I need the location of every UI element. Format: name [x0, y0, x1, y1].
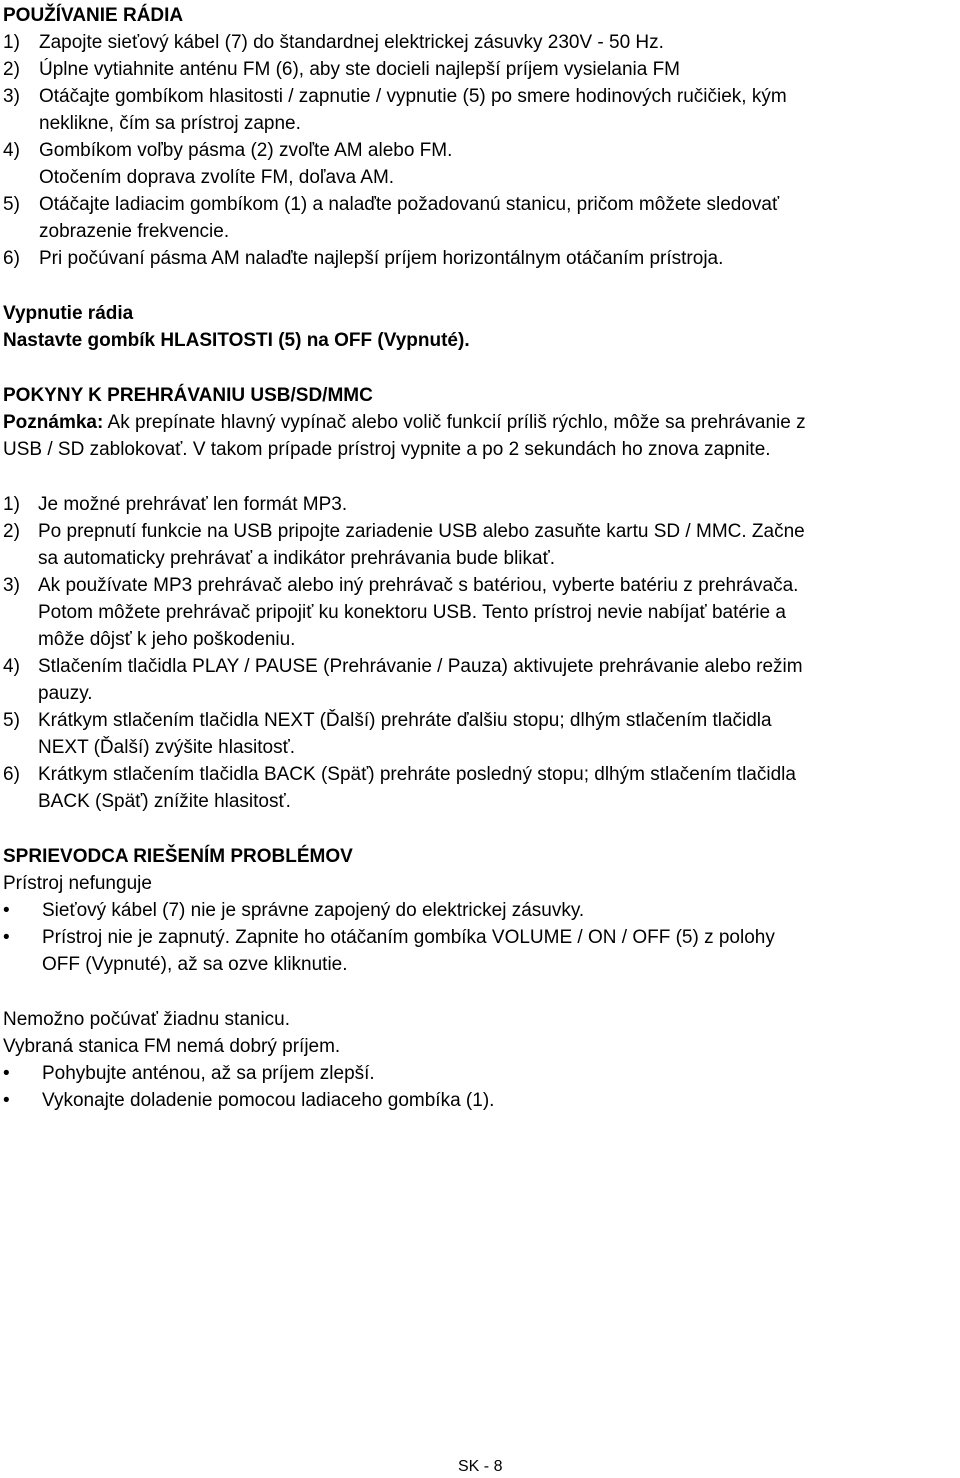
usb-note [3, 409, 957, 436]
step-number: 5) [3, 710, 20, 731]
step-text: neklikne, čím sa prístroj zapne. [39, 113, 301, 134]
step-text: Ak používate MP3 prehrávač alebo iný prehrávač s batériou, vyberte batériu z prehrávača. [38, 575, 799, 596]
bullet-text: OFF (Vypnuté), až sa ozve kliknutie. [42, 954, 348, 975]
usb-step-1 [3, 491, 957, 518]
spacer [3, 463, 957, 491]
step-number: 4) [3, 656, 20, 677]
note-text: Ak prepínate hlavný vypínač alebo volič funkcií príliš rýchlo, môže sa prehrávanie z [107, 412, 806, 433]
radio-step-6 [3, 245, 957, 272]
step-number: 1) [3, 494, 20, 515]
step-text: Úplne vytiahnite anténu FM (6), aby ste docieli najlepší príjem vysielania FM [39, 59, 681, 80]
step-text: Pri počúvaní pásma AM nalaďte najlepší príjem horizontálnym otáčaním prístroja. [39, 248, 724, 269]
usb-steps [3, 491, 957, 815]
radio-steps [3, 29, 957, 272]
spacer [3, 815, 957, 843]
problem-title: Prístroj nefunguje [3, 873, 152, 894]
shutdown-title: Vypnutie rádia [3, 303, 134, 324]
step-number: 6) [3, 248, 20, 269]
step-text: sa automaticky prehrávať a indikátor prehrávania bude blikať. [38, 548, 555, 569]
step-text: NEXT (Ďalší) zvýšite hlasitosť. [38, 737, 296, 758]
bullet-icon: • [3, 927, 10, 948]
manual-page [3, 2, 957, 1114]
usb-note-continued: USB / SD zablokovať. V takom prípade prístroj vypnite a po 2 sekundách ho znova zapnite. [3, 439, 771, 460]
bullet-item [3, 897, 957, 924]
usb-step-6 [3, 761, 957, 815]
spacer [3, 354, 957, 382]
radio-step-4 [3, 137, 957, 191]
bullet-text: Sieťový kábel (7) nie je správne zapojený do elektrickej zásuvky. [42, 900, 585, 921]
radio-heading: POUŽÍVANIE RÁDIA [3, 5, 184, 26]
bullet-icon: • [3, 900, 10, 921]
step-text: Krátkym stlačením tlačidla NEXT (Ďalší) prehráte ďalšiu stopu; dlhým stlačením tlačidla [38, 710, 772, 731]
troubleshooting-heading: SPRIEVODCA RIEŠENÍM PROBLÉMOV [3, 846, 353, 867]
step-text: BACK (Späť) znížite hlasitosť. [38, 791, 291, 812]
bullet-text: Pohybujte anténou, až sa príjem zlepší. [42, 1063, 375, 1084]
usb-step-3 [3, 572, 957, 653]
step-text: Potom môžete prehrávač pripojiť ku konektoru USB. Tento prístroj nevie nabíjať batérie a [38, 602, 786, 623]
step-text: zobrazenie frekvencie. [39, 221, 230, 242]
step-text: Je možné prehrávať len formát MP3. [38, 494, 348, 515]
radio-step-5 [3, 191, 957, 245]
step-text: Krátkym stlačením tlačidla BACK (Späť) prehráte posledný stopu; dlhým stlačením tlačidla [38, 764, 796, 785]
step-number: 5) [3, 194, 20, 215]
radio-step-1 [3, 29, 957, 56]
bullet-icon: • [3, 1090, 10, 1111]
step-number: 1) [3, 32, 20, 53]
usb-step-2 [3, 518, 957, 572]
page-number: SK - 8 [458, 1458, 503, 1475]
spacer [3, 978, 957, 1006]
radio-step-2 [3, 56, 957, 83]
step-text: Gombíkom voľby pásma (2) zvoľte AM alebo FM. [39, 140, 453, 161]
bullet-item [3, 1060, 957, 1087]
shutdown-instruction: Nastavte gombík HLASITOSTI (5) na OFF (Vypnuté). [3, 330, 470, 351]
bullet-item [3, 924, 957, 978]
bullet-text: Vykonajte doladenie pomocou ladiaceho gombíka (1). [42, 1090, 495, 1111]
problem-subtitle: Vybraná stanica FM nemá dobrý príjem. [3, 1036, 341, 1057]
step-number: 3) [3, 575, 20, 596]
step-text: Po prepnutí funkcie na USB pripojte zariadenie USB alebo zasuňte kartu SD / MMC. Začne [38, 521, 805, 542]
step-text: Stlačením tlačidla PLAY / PAUSE (Prehrávanie / Pauza) aktivujete prehrávanie alebo režim [38, 656, 803, 677]
step-text: Zapojte sieťový kábel (7) do štandardnej elektrickej zásuvky 230V - 50 Hz. [39, 32, 664, 53]
bullet-text: Prístroj nie je zapnutý. Zapnite ho otáčaním gombíka VOLUME / ON / OFF (5) z polohy [42, 927, 775, 948]
usb-step-5 [3, 707, 957, 761]
step-number: 3) [3, 86, 20, 107]
step-text: pauzy. [38, 683, 93, 704]
problem-title: Nemožno počúvať žiadnu stanicu. [3, 1009, 291, 1030]
step-text: Otáčajte ladiacim gombíkom (1) a nalaďte požadovanú stanicu, pričom môžete sledovať [39, 194, 780, 215]
step-number: 6) [3, 764, 20, 785]
bullet-icon: • [3, 1063, 10, 1084]
note-label: Poznámka: [3, 412, 104, 433]
spacer [3, 272, 957, 300]
step-number: 2) [3, 59, 20, 80]
usb-heading: POKYNY K PREHRÁVANIU USB/SD/MMC [3, 385, 373, 406]
step-text: Otáčajte gombíkom hlasitosti / zapnutie / vypnutie (5) po smere hodinových ručičiek, kým [39, 86, 787, 107]
usb-step-4 [3, 653, 957, 707]
bullet-item [3, 1087, 957, 1114]
radio-step-3 [3, 83, 957, 137]
step-number: 4) [3, 140, 20, 161]
step-number: 2) [3, 521, 20, 542]
step-text: Otočením doprava zvolíte FM, doľava AM. [39, 167, 395, 188]
step-text: môže dôjsť k jeho poškodeniu. [38, 629, 296, 650]
